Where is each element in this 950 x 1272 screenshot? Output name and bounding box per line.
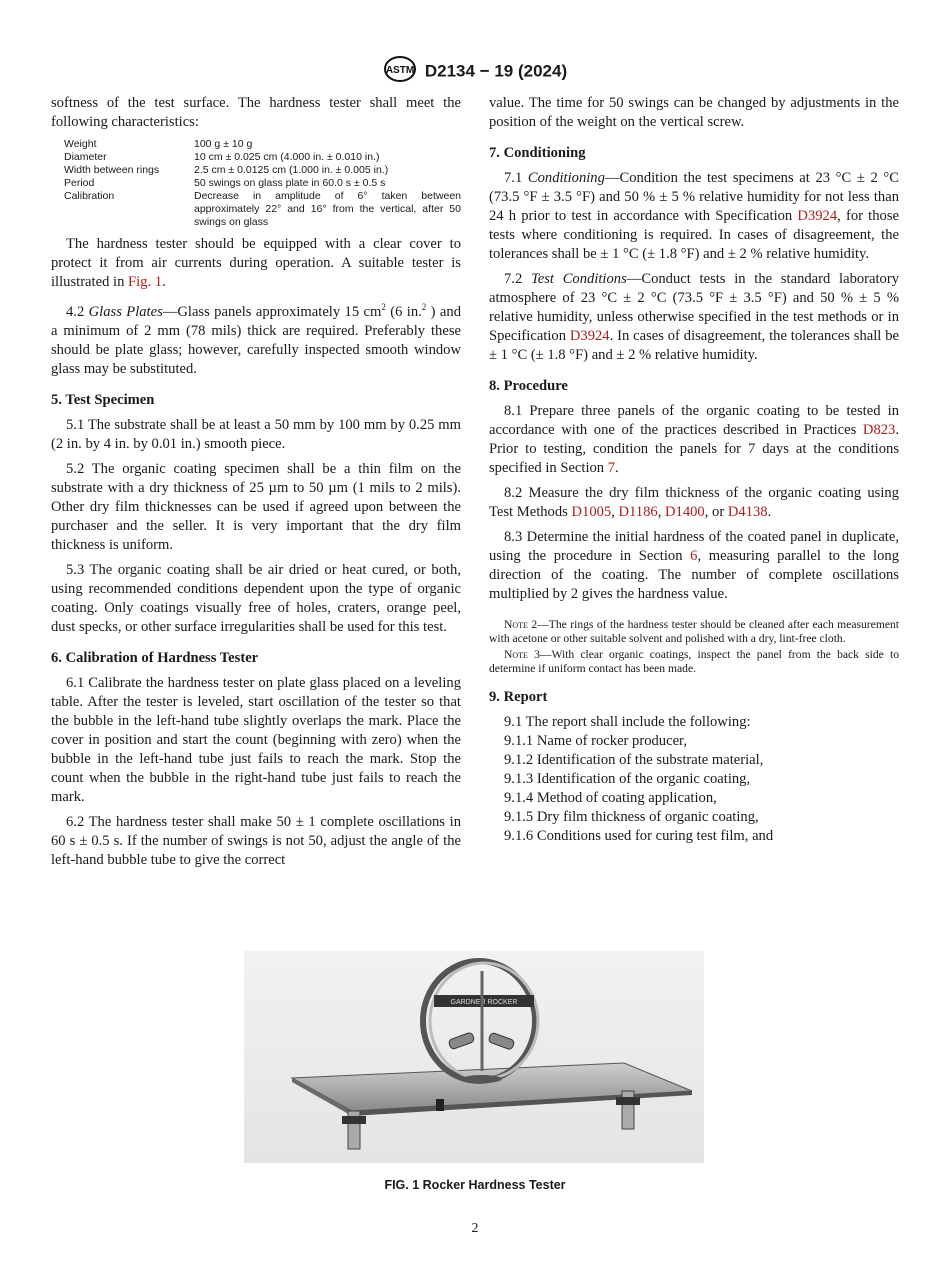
spec-row <box>64 151 461 164</box>
page-header <box>0 56 950 87</box>
section-8-heading: 8. Procedure <box>489 378 568 394</box>
cover-paragraph: The hardness tester should be equipped with a clear cover to protect it from air currents during operation. A suitable tester is illustrated in Fig. 1. <box>51 236 461 290</box>
rocker-hardness-tester-photo <box>244 951 704 1163</box>
list-item: 9.1.4 Method of coating application, <box>504 790 717 806</box>
section-7-heading: 7. Conditioning <box>489 145 586 161</box>
paragraph-5-1: 5.1 The substrate shall be at least a 50 mm by 100 mm by 0.25 mm (2 in. by 4 in. by 0.01 in.) smooth piece. <box>51 416 461 452</box>
paragraph-4-2: 4.2 Glass Plates—Glass panels approximately 15 $cm^2$ (6 in.$^2$ ) and a minimum of 2 mm (78 mils) thick are required. Preferably these should be plate glass; however, carefully inspected smooth window glass may be substituted. <box>51 302 461 377</box>
section-6-link[interactable]: 6 <box>690 548 698 564</box>
spec-key: Width between rings <box>64 164 160 176</box>
d823-link[interactable]: D823 <box>862 422 896 438</box>
astm-logo-icon <box>383 56 417 87</box>
d3924-link[interactable]: D3924 <box>797 208 838 224</box>
section-5-heading: 5. Test Specimen <box>51 391 155 408</box>
document-id: D2134 − 19 (2024) <box>424 61 568 81</box>
spec-key: Diameter <box>64 151 107 163</box>
paragraph-6-2: 6.2 The hardness tester shall make 50 ± 1 complete oscillations in 60 s ± 0.5 s. If the number of swings is not 50, adjust the angle of the left-hand bubble tube to give the correct <box>51 813 461 868</box>
list-item: 9.1.5 Dry film thickness of organic coating, <box>504 809 759 825</box>
left-column <box>51 94 461 876</box>
continued-text: value. The time for 50 swings can be changed by adjustments in the position of the weight on the vertical screw. <box>489 95 899 130</box>
paragraph-5-3: 5.3 The organic coating shall be air dried or heat cured, or both, using recommended conditions dependent upon the type of organic coating. Only coatings visually free of holes, craters, orange peel, dust specks, or other surface irregularities shall be used for this test. <box>51 561 461 635</box>
d1400-link[interactable]: D1400 <box>665 504 705 520</box>
spec-value: Decrease in amplitude of 6° taken between approximately 22° and 16° from the vertical, after 50 swings on glass <box>194 190 461 228</box>
figure-caption: FIG. 1 Rocker Hardness Tester <box>384 1178 566 1192</box>
list-item: 9.1.6 Conditions used for curing test film, and <box>504 828 774 844</box>
section-6-heading: 6. Calibration of Hardness Tester <box>51 649 259 666</box>
note-3: Note 3—With clear organic coatings, inspect the panel from the back side to determine if uniform contact has been made. <box>489 648 899 675</box>
spec-row <box>64 190 461 229</box>
paragraph-8-2: 8.2 Measure the dry film thickness of the organic coating using Test Methods D1005, D1186, D1400, or D4138. <box>489 485 899 520</box>
spec-value: 50 swings on glass plate in 60.0 s ± 0.5 s <box>194 177 386 189</box>
paragraph-6-1: 6.1 Calibrate the hardness tester on plate glass placed on a leveling table. After the tester is leveled, start oscillation of the tester so that the bubble in the left-hand tube slightly overlaps the mark. Place the cover in position and start the count (beginning with zero) when the bubble in the left-hand tube just fails to reach the mark. Stop the count when the bubble in the right-hand tube just fails to reach the mark. <box>51 674 461 805</box>
spec-key: Period <box>64 177 95 189</box>
spec-value: 10 cm ± 0.025 cm (4.000 in. ± 0.010 in.) <box>194 151 380 163</box>
spec-value: 2.5 cm ± 0.0125 cm (1.000 in. ± 0.005 in.) <box>194 164 389 176</box>
svg-text:ASTM: ASTM <box>385 65 415 76</box>
list-item: 9.1.3 Identification of the organic coating, <box>504 771 751 787</box>
list-item: 9.1.1 Name of rocker producer, <box>504 733 687 749</box>
paragraph-8-1: 8.1 Prepare three panels of the organic coating to be tested in accordance with one of the practices described in Practices D823. Prior to testing, condition the panels for 7 days at the conditions specified in Section 7. <box>489 403 899 476</box>
list-item: 9.1 The report shall include the following: <box>504 714 751 730</box>
spec-key: Weight <box>64 138 97 150</box>
paragraph-8-3: 8.3 Determine the initial hardness of the coated panel in duplicate, using the procedure in Section 6, measuring parallel to the long direction of the coating. The number of complete oscillations multiplied by 2 gives the hardness value. <box>489 529 899 602</box>
d1005-link[interactable]: D1005 <box>571 504 612 520</box>
report-list <box>489 713 899 846</box>
section-9-heading: 9. Report <box>489 689 548 705</box>
spec-key: Calibration <box>64 190 115 202</box>
spec-row <box>64 164 461 177</box>
spec-value: 100 g ± 10 g <box>194 138 253 150</box>
intro-text: softness of the test surface. The hardness tester shall meet the following characteristics: <box>51 95 461 130</box>
spec-row <box>64 177 461 190</box>
right-column <box>489 94 899 846</box>
fig1-link[interactable]: Fig. 1 <box>128 274 163 290</box>
note-2: Note 2—The rings of the hardness tester should be cleaned after each measurement with acetone or other suitable solvent and polished with a dry, lint-free cloth. <box>489 618 899 645</box>
paragraph-7-2: 7.2 Test Conditions—Conduct tests in the standard laboratory atmosphere of 23 °C ± 2 °C (73.5 °F ± 3.5 °F) and 50 % ± 5 % relative humidity, unless otherwise specified in the test methods or in Specification D3924. In cases of disagreement, the tolerances shall be ± 1 °C (± 1.8 °F) and ± 2 % relative humidity. <box>489 271 900 363</box>
svg-text:GARDNER ROCKER: GARDNER ROCKER <box>450 999 518 1006</box>
page-number: 2 <box>471 1221 479 1236</box>
spec-row <box>64 138 461 151</box>
section-7-link[interactable]: 7 <box>607 460 616 476</box>
d1186-link[interactable]: D1186 <box>618 504 658 520</box>
tester-spec-table <box>64 138 461 229</box>
paragraph-5-2: 5.2 The organic coating specimen shall be a thin film on the substrate with a dry thickness of 25 µm to 50 µm (1 mils to 2 mils). Other dry film thicknesses can be used if agreed upon between the purchaser and the seller. It is very important that the dry film thickness is uniform. <box>51 460 461 553</box>
paragraph-7-1: 7.1 Conditioning—Condition the test specimens at 23 °C ± 2 °C (73.5 °F ± 3.5 °F) and 50 % ± 5 % relative humidity for not less than 24 h prior to test in accordance with Specification D3924, for those tests where conditioning is required. In cases of disagreement, the tolerances shall be ± 1 °C (± 1.8 °F) and ± 2 % relative humidity. <box>489 170 899 262</box>
d4138-link[interactable]: D4138 <box>727 504 768 520</box>
d3924-link[interactable]: D3924 <box>569 328 610 344</box>
list-item: 9.1.2 Identification of the substrate material, <box>504 752 764 768</box>
